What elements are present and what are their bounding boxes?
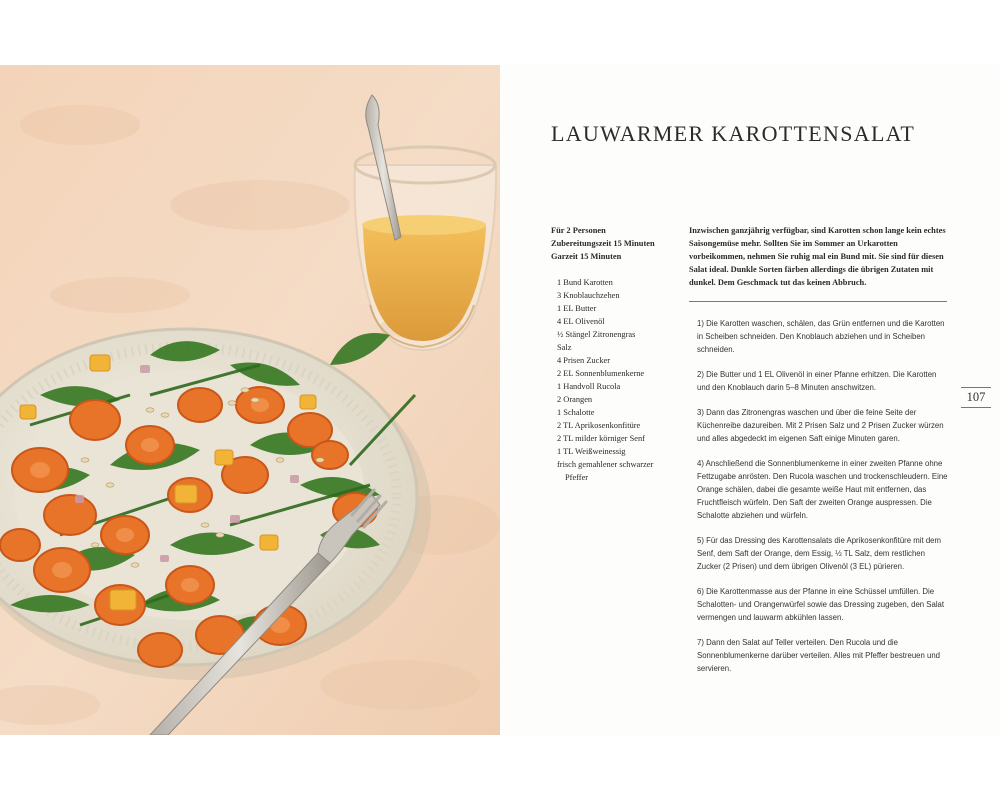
cook-time: Garzeit 15 Minuten — [551, 252, 622, 261]
ingredient-item: frisch gemahlener schwarzer Pfeffer — [557, 460, 654, 482]
ingredient-item: ½ Stängel Zitronengras — [557, 330, 636, 339]
step-6: 6) Die Karottenmasse aus der Pfanne in eine Schüssel umfüllen. Die Schalotten- und Orangenwürfel sowie das Dressing zugeben, den Salat vermengen und lauwarm abkühlen lassen. — [697, 587, 945, 622]
ingredient-list — [557, 276, 672, 484]
step-5: 5) Für das Dressing des Karottensalats die Aprikosenkonfitüre mit dem Senf, dem Saft der Orange, dem Essig, ½ TL Salz, dem restlichen Zucker (2 Prisen) und dem übrigen Olivenöl (3 EL) pürieren. — [697, 536, 941, 571]
ingredient-item: 2 EL Sonnenblumenkerne — [557, 369, 645, 378]
ingredient-item: 3 Knoblauchzehen — [557, 291, 620, 300]
recipe-meta — [551, 224, 681, 263]
step-4: 4) Anschließend die Sonnenblumenkerne in einer zweiten Pfanne ohne Fettzugabe anrösten. Den Rucola waschen und trockenschleudern. Eine Orange schälen, dabei die gesamte weiße Haut mit entfernen, das Fruchtfleisch würfeln. Den Saft der zweiten Orange auspressen. Die Schalotte abziehen und würfeln. — [697, 459, 948, 520]
ingredient-item: 1 Handvoll Rucola — [557, 382, 621, 391]
ingredient-item: 1 TL Weißweinessig — [557, 447, 626, 456]
recipe-page — [500, 65, 1000, 735]
book-spread — [0, 65, 1000, 735]
ingredient-item: 1 Bund Karotten — [557, 278, 613, 287]
ingredient-item: 1 Schalotte — [557, 408, 595, 417]
salad-illustration — [0, 65, 500, 735]
step-2: 2) Die Butter und 1 EL Olivenöl in einer Pfanne erhitzen. Die Karotten und den Knoblauch darin 5–8 Minuten anschwitzen. — [697, 370, 937, 392]
recipe-intro: Inzwischen ganzjährig verfügbar, sind Karotten schon lange kein echtes Saisongemüse mehr. Sollten Sie im Sommer an Urkarotten vorbeikommen, nehmen Sie ruhig mal ein Bund mit. Sie sind für diesen Salat ideal. Dunkle Sorten färben allerdings die übrigen Zutaten mit dunkel. Dem Geschmack tut das keinen Abbruch. — [689, 226, 946, 287]
instruction-steps — [697, 317, 949, 687]
salad-photo — [0, 65, 500, 735]
ingredient-item: 1 EL Butter — [557, 304, 597, 313]
step-1: 1) Die Karotten waschen, schälen, das Grün entfernen und die Karotten in Scheiben schneiden. Den Knoblauch abziehen und in Scheiben schneiden. — [697, 319, 945, 354]
ingredient-item: 2 Orangen — [557, 395, 593, 404]
ingredient-item: 4 Prisen Zucker — [557, 356, 611, 365]
step-3: 3) Dann das Zitronengras waschen und über die feine Seite der Küchenreibe dazureiben. Mit 2 Prisen Salz und 2 Prisen Zucker würzen und alles abgedeckt im eigenen Saft einige Minuten garen. — [697, 408, 944, 443]
step-7: 7) Dann den Salat auf Teller verteilen. Den Rucola und die Sonnenblumenkerne darüber verteilen. Alles mit Pfeffer bestreuen und servieren. — [697, 638, 941, 673]
page-number: 107 — [961, 387, 991, 408]
ingredient-item: 2 TL milder körniger Senf — [557, 434, 645, 443]
divider-rule — [689, 301, 947, 302]
ingredient-item: Salz — [557, 343, 572, 352]
recipe-title: LAUWARMER KAROTTENSALAT — [551, 121, 916, 146]
servings: Für 2 Personen — [551, 226, 606, 235]
prep-time: Zubereitungszeit 15 Minuten — [551, 239, 655, 248]
ingredient-item: 2 TL Aprikosenkonfitüre — [557, 421, 641, 430]
ingredient-item: 4 EL Olivenöl — [557, 317, 605, 326]
